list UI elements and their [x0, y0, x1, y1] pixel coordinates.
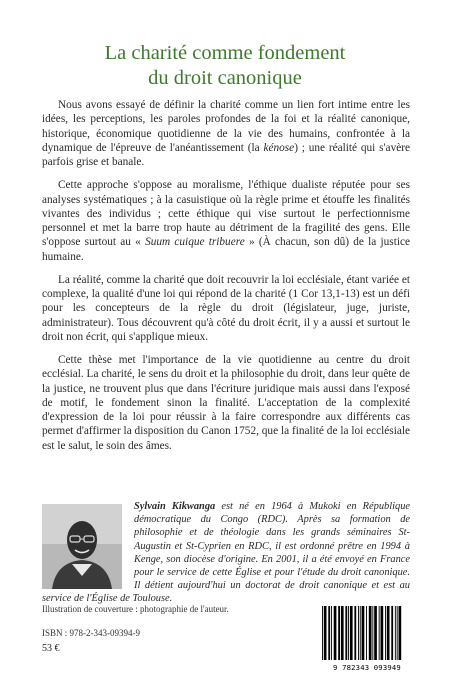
- barcode-bar: [372, 606, 373, 660]
- title-line-1: La charité comme fondement: [104, 41, 346, 64]
- barcode-bar: [387, 606, 390, 660]
- barcode-bar: [395, 606, 396, 660]
- paragraph-2: [42, 178, 410, 264]
- barcode-bar: [322, 606, 323, 660]
- barcode-bar: [391, 606, 393, 660]
- barcode-bar: [324, 606, 327, 660]
- paragraph-3: La réalité, comme la charité que doit recouvrir la loi ecclésiale, étant variée et complexe, la qualité d'une loi qui répond de la charité (1 Cor 13,1-13) est un défi pour les concepteurs de la règle du droit (législateur, juge, juriste, administrateur). Tous découvrent qu'à côté du droit écrit, il y a aussi et surtout le droit non écrit, qui s'applique mieux.: [42, 273, 410, 343]
- isbn: ISBN : 978-2-343-09394-9: [42, 628, 140, 638]
- paragraph-2-text-a: Cette approche s'oppose au moralisme, l'éthique dualiste réputée pour ses analyses systématiques ; à la casuistique où la règle prime et étouffe les finalités vivantes des individus ; cette éthique qui vise surtout le perfectionnisme personnel et met la barre trop haute au détriment de la fragilité des gens. Elle s'oppose surtout au «: [42, 179, 410, 249]
- barcode-bar: [399, 606, 402, 660]
- paragraph-4: Cette thèse met l'importance de la vie quotidienne au centre du droit ecclésial. La charité, le sens du droit et la philosophie du droit, dans leur quête de la justice, ne trouvent plus que dans l'écriture juridique mais aussi dans l'exposé de motif, le fondement sinon la finalité. L'acceptation de la complexité d'expression de la loi pour réussir à la faire correspondre aux différents cas permet d'affirmer la disposition du Canon 1752, que la finalité de la loi ecclésiale est le salut, le soin des âmes.: [42, 354, 410, 452]
- barcode-bar: [379, 606, 380, 660]
- barcode-bar: [345, 606, 347, 660]
- barcode-bar: [334, 606, 337, 660]
- cover-credit: Illustration de couverture : photographie de l'auteur.: [42, 604, 229, 614]
- barcode-bar: [354, 606, 356, 660]
- barcode-bar: [358, 606, 359, 660]
- bio-body: est né en 1964 à Mukoki en République démocratique du Congo (RDC). Après sa formation de philosophie et de théologie dans les grands séminaires St-Augustin et St-Cyprien en RDC, il est ordonné prêtre en 1994 à Kenge, son diocèse d'origine. En 2001, il a été envoyé en France pour le service de cette Église et pour l'étude du droit canonique. Il détient aujourd'hui un doctorat de droit canonique et est au service de l'Église de Toulouse.: [42, 501, 411, 605]
- author-photo: [42, 504, 122, 589]
- barcode-bar: [362, 606, 365, 660]
- barcode: [318, 604, 416, 672]
- barcode-bar: [369, 606, 372, 660]
- barcode-bar: [338, 606, 340, 660]
- barcode-bar: [374, 606, 377, 660]
- author-name: Sylvain Kikwanga: [134, 501, 216, 512]
- paragraph-1-text-b: ) ; une réalité qui s'avère parfois grise et banale.: [42, 141, 411, 168]
- author-bio: [42, 500, 410, 606]
- barcode-bar: [366, 606, 367, 660]
- paragraph-2-emphasis: Suum cuique tribuere: [145, 236, 245, 249]
- barcode-bar: [328, 606, 330, 660]
- barcode-bar: [350, 606, 353, 660]
- barcode-bar: [348, 606, 349, 660]
- book-title: [0, 41, 450, 91]
- barcode-icon: [318, 604, 416, 662]
- price: 53 €: [42, 643, 60, 654]
- barcode-bar: [381, 606, 384, 660]
- title-line-2: du droit canonique: [148, 66, 302, 89]
- author-portrait-icon: [42, 504, 122, 589]
- barcode-bar: [331, 606, 332, 660]
- paragraph-1: [42, 98, 410, 169]
- paragraph-2-text-b: » (À chacun, son dû) de la justice humaine.: [42, 236, 410, 263]
- barcode-digits: 9 782343 093949: [333, 663, 401, 672]
- barcode-bar: [397, 606, 398, 660]
- barcode-bar: [385, 606, 386, 660]
- barcode-bar: [341, 606, 344, 660]
- paragraph-1-text-a: Nous avons essayé de définir la charité comme un lien fort intime entre les idées, les perceptions, les paroles profondes de la foi et la réalité canonique, historique, économique quotidienne de la vie des humains, confrontée à la dynamique de l'épreuve de l'anéantissement (la: [42, 99, 410, 154]
- paragraph-1-emphasis: kénose: [263, 141, 295, 154]
- barcode-bar: [360, 606, 361, 660]
- back-cover-blurb: [42, 98, 410, 453]
